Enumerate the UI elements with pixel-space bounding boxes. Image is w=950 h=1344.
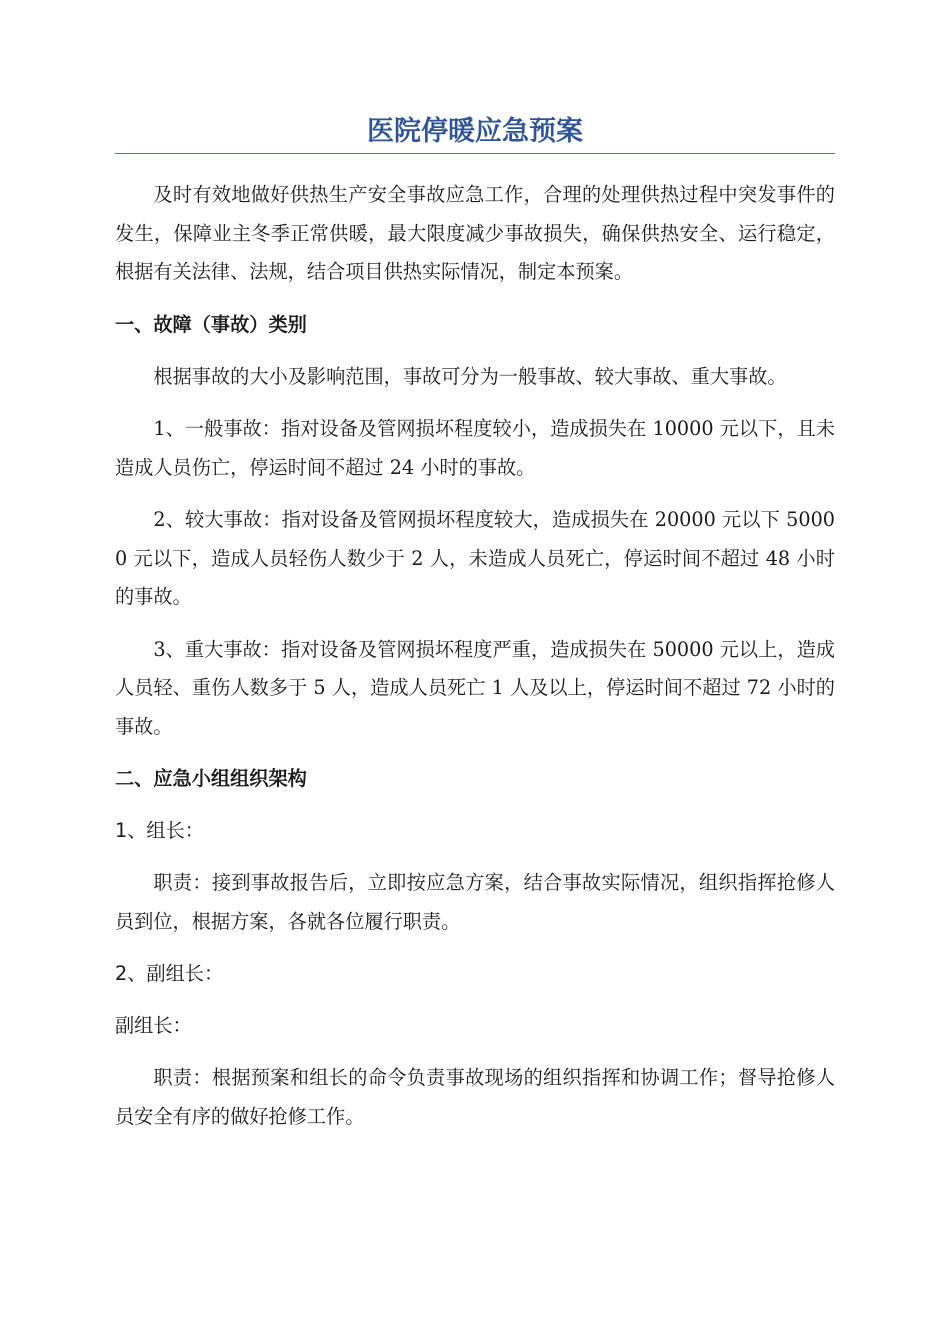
section-2-heading: 二、应急小组组织架构 bbox=[115, 767, 307, 790]
accident-type-major: 2、较大事故：指对设备及管网损坏程度较大，造成损失在 20000 元以下 50000 元以下，造成人员轻伤人数少于 2 人，未造成人员死亡，停运时间不超过 48 小时的事故。 bbox=[115, 508, 835, 608]
leader-label: 1、组长： bbox=[115, 819, 204, 842]
accident-type-serious: 3、重大事故：指对设备及管网损坏程度严重，造成损失在 50000 元以上，造成人员轻、重伤人数多于 5 人，造成人员死亡 1 人及以上，停运时间不超过 72 小时的事故。 bbox=[115, 637, 835, 738]
section-1-intro: 根据事故的大小及影响范围，事故可分为一般事故、较大事故、重大事故。 bbox=[153, 364, 787, 388]
deputy-duty: 职责：根据预案和组长的命令负责事故现场的组织指挥和协调工作；督导抢修人员安全有序的做好抢修工作。 bbox=[115, 1066, 835, 1128]
document-page bbox=[115, 112, 835, 1150]
document-title: 医院停暖应急预案 bbox=[367, 116, 583, 147]
deputy-label: 2、副组长： bbox=[115, 962, 224, 985]
title-underline bbox=[115, 153, 835, 154]
accident-type-general: 1、一般事故：指对设备及管网损坏程度较小，造成损失在 10000 元以下，且未造成人员伤亡，停运时间不超过 24 小时的事故。 bbox=[115, 417, 835, 479]
section-1-heading: 一、故障（事故）类别 bbox=[115, 312, 307, 336]
deputy-sublabel: 副组长： bbox=[115, 1014, 192, 1037]
leader-duty: 职责：接到事故报告后，立即按应急方案，结合事故实际情况，组织指挥抢修人员到位，根据方案，各就各位履行职责。 bbox=[115, 871, 835, 933]
intro-paragraph: 及时有效地做好供热生产安全事故应急工作，合理的处理供热过程中突发事件的发生，保障业主冬季正常供暖，最大限度减少事故损失，确保供热安全、运行稳定，根据有关法律、法规，结合项目供热实际情况，制定本预案。 bbox=[115, 183, 835, 283]
